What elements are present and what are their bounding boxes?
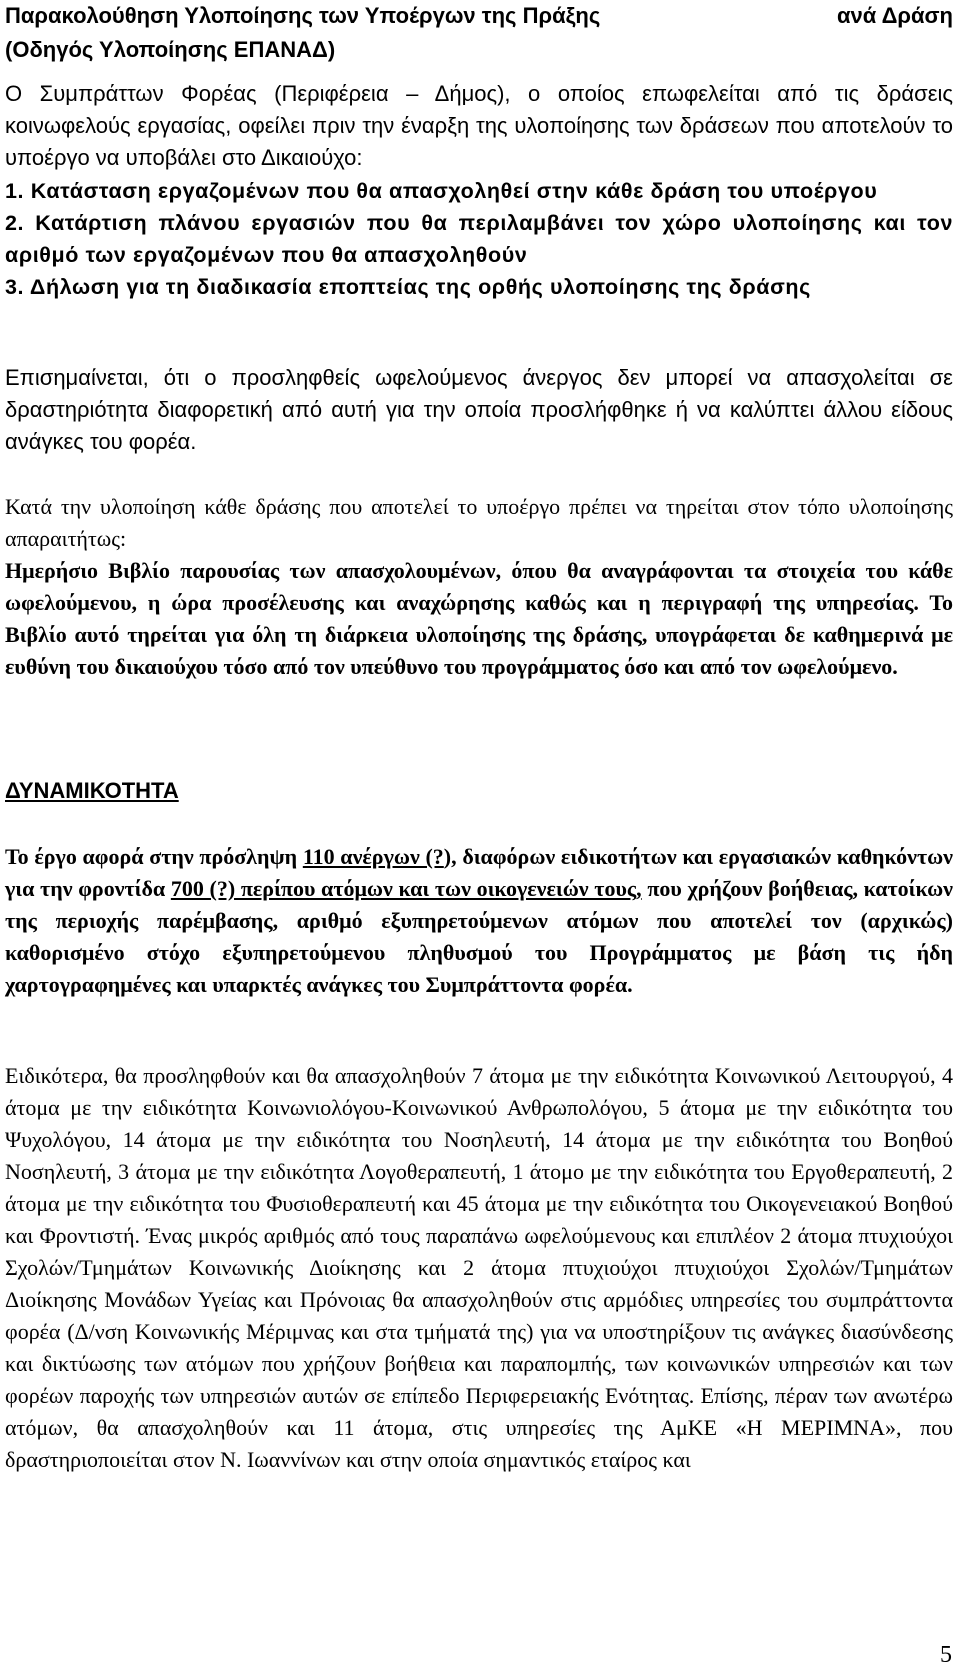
- capacity-text: ), διαφόρων ειδικοτήτων και εργασιακών καθηκόντων για την φροντίδα: [5, 844, 954, 901]
- intro-paragraph: Ο Συμπράττων Φορέας (Περιφέρεια – Δήμος), ο οποίος επωφελείται από τις δράσεις κοινωφελούς εργασίας, οφείλει πριν την έναρξη της υλοποίησης των δράσεων που αποτελούν το υποέργο να υποβάλει στο Δικαιούχο:: [5, 81, 953, 170]
- capacity-paragraph: [5, 841, 953, 1001]
- onsite-paragraph: [5, 491, 953, 683]
- onsite-intro: Κατά την υλοποίηση κάθε δράσης που αποτελεί το υποέργο πρέπει να τηρείται στον τόπο υλοποίησης απαραιτήτως:: [5, 494, 953, 551]
- capacity-unemployed-count: 110 ανέργων (?: [302, 844, 444, 869]
- capacity-persons-count: 700 (?) περίπου ατόμων και των οικογενειών τους,: [170, 876, 642, 901]
- notice-paragraph: Επισημαίνεται, ότι ο προσληφθείς ωφελούμενος άνεργος δεν μπορεί να απασχολείται σε δραστηριότητα διαφορετική από αυτή για την οποία προσλήφθηκε ή να καλύπτει άλλου είδους ανάγκες του φορέα.: [5, 365, 953, 454]
- requirements-list: [5, 175, 953, 303]
- capacity-text: Το έργο αφορά στην πρόσληψη: [5, 844, 303, 869]
- document-title: [5, 2, 953, 30]
- details-paragraph: Ειδικότερα, θα προσληφθούν και θα απασχοληθούν 7 άτομα με την ειδικότητα Κοινωνικού Λειτουργού, 4 άτομα με την ειδικότητα Κοινωνιολόγου-Κοινωνικού Ανθρωπολόγου, 5 άτομα με την ειδικότητα του Ψυχολόγου, 14 άτομα με την ειδικότητα του Νοσηλευτή, 14 άτομα με την ειδικότητα του Βοηθού Νοσηλευτή, 3 άτομα με την ειδικότητα Λογοθεραπευτή, 1 άτομο με την ειδικότητα του Εργοθεραπευτή, 2 άτομα με την ειδικότητα του Φυσιοθεραπευτή και 45 άτομα με την ειδικότητα του Οικογενειακού Βοηθού και Φροντιστή. Ένας μικρός αριθμός από τους παραπάνω ωφελούμενους και επιπλέον 2 άτομα πτυχιούχοι Σχολών/Τμημάτων Κοινωνικής Διοίκησης και 2 άτομα πτυχιούχοι πτυχιούχοι Σχολών/Τμημάτων Διοίκησης Μονάδων Υγείας και Πρόνοιας θα απασχοληθούν στις αρμόδιες υπηρεσίες του συμπράττοντα φορέα (Δ/νση Κοινωνικής Μέριμνας και στα τμήματά της) για να υποστηρίξουν τις ανάγκες διασύνδεσης και δικτύωσης των ατόμων που χρήζουν βοήθεια και παραπομπής, των κοινωνικών υπηρεσιών και των φορέων παροχής των υπηρεσιών αυτών σε επίπεδο Περιφερειακής Ενότητας. Επίσης, πέραν των ανωτέρω ατόμων, θα απασχοληθούν και 11 άτομα, στις υπηρεσίες της ΑμΚΕ «Η ΜΕΡΙΜΝΑ», που δραστηριοποιείται στον Ν. Ιωαννίνων και στην οποία σημαντικός εταίρος και: [5, 1063, 953, 1472]
- capacity-text: που χρήζουν βοήθειας, κατοίκων της περιοχής παρέμβασης, αριθμό εξυπηρετούμενων ατόμων που αποτελεί τον (αρχικώς) καθορισμένο στόχο εξυπηρετούμενου πληθυσμού του Προγράμματος με βάση τις ήδη χαρτογραφημένες και υπαρκτές ανάγκες του Συμπράττοντα φορέα.: [5, 876, 953, 997]
- title-right: ανά Δράση: [836, 3, 953, 28]
- title-left: Παρακολούθηση Υλοποίησης των Υποέργων της Πράξης: [5, 3, 601, 28]
- document-subtitle: (Οδηγός Υλοποίησης ΕΠΑΝΑΔ): [5, 37, 336, 62]
- requirement-item: 3. Δήλωση για τη διαδικασία εποπτείας της ορθής υλοποίησης της δράσης: [5, 275, 811, 299]
- page-number: 5: [940, 1642, 952, 1668]
- attendance-book-text: Ημερήσιο Βιβλίο παρουσίας των απασχολουμένων, όπου θα αναγράφονται τα στοιχεία του κάθε ωφελούμενου, η ώρα προσέλευσης και αναχώρησης καθώς και η περιγραφή της υπηρεσίας. Το Βιβλίο αυτό τηρείται για όλη τη διάρκεια υλοποίησης της δράσης, υπογράφεται δε καθημερινά με ευθύνη του δικαιούχου τόσο από τον υπεύθυνο του προγράμματος όσο και από τον ωφελούμενο.: [5, 558, 953, 679]
- section-heading: ΔΥΝΑΜΙΚΟΤΗΤΑ: [5, 778, 179, 803]
- requirement-item: 2. Κατάρτιση πλάνου εργασιών που θα περιλαμβάνει τον χώρο υλοποίησης και τον αριθμό των εργαζομένων που θα απασχοληθούν: [5, 211, 953, 267]
- requirement-item: 1. Κατάσταση εργαζομένων που θα απασχοληθεί στην κάθε δράση του υποέργου: [5, 179, 878, 203]
